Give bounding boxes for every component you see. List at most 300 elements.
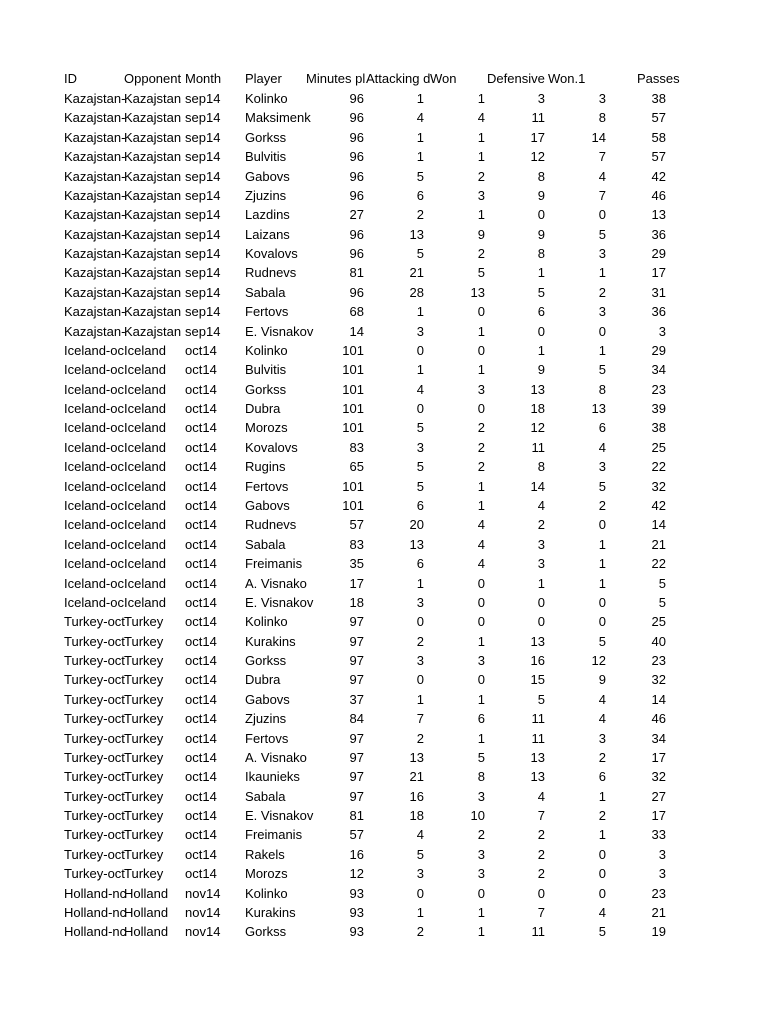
cell-player[interactable]: Rugins [245,459,286,474]
cell-player[interactable]: Zjuzins [245,711,287,726]
cell-won[interactable]: 0 [477,401,485,416]
cell-id[interactable]: Kazajstan- [64,207,126,222]
cell-minutes[interactable]: 18 [349,595,364,610]
cell-won1[interactable]: 7 [598,188,606,203]
cell-player[interactable]: Kurakins [245,905,296,920]
cell-won1[interactable]: 8 [598,110,606,125]
cell-attacking[interactable]: 3 [416,324,424,339]
cell-won1[interactable]: 0 [598,324,606,339]
cell-opponent[interactable]: Kazajstan [124,130,182,145]
cell-won[interactable]: 1 [477,498,485,513]
cell-minutes[interactable]: 101 [342,401,364,416]
cell-id[interactable]: Turkey-oct [64,827,125,842]
cell-attacking[interactable]: 3 [416,440,424,455]
cell-won1[interactable]: 4 [598,711,606,726]
cell-defensive[interactable]: 11 [531,440,545,455]
cell-won[interactable]: 1 [477,324,485,339]
cell-won1[interactable]: 5 [598,479,606,494]
cell-won1[interactable]: 4 [598,169,606,184]
cell-passes[interactable]: 21 [651,537,666,552]
cell-won[interactable]: 1 [477,91,485,106]
cell-opponent[interactable]: Kazajstan [124,207,182,222]
cell-minutes[interactable]: 68 [349,304,364,319]
cell-opponent[interactable]: Kazajstan [124,227,182,242]
cell-id[interactable]: Iceland-oc [64,517,124,532]
cell-passes[interactable]: 5 [658,595,666,610]
cell-opponent[interactable]: Iceland [124,382,166,397]
cell-minutes[interactable]: 97 [349,672,364,687]
cell-defensive[interactable]: 15 [530,672,545,687]
cell-passes[interactable]: 22 [651,556,666,571]
cell-id[interactable]: Turkey-oct [64,731,125,746]
cell-won[interactable]: 8 [477,769,485,784]
cell-player[interactable]: Morozs [245,420,288,435]
cell-attacking[interactable]: 1 [416,692,424,707]
cell-attacking[interactable]: 0 [416,401,424,416]
cell-defensive[interactable]: 7 [537,905,545,920]
cell-won1[interactable]: 1 [598,265,606,280]
cell-defensive[interactable]: 12 [530,149,545,164]
cell-defensive[interactable]: 3 [537,556,545,571]
cell-opponent[interactable]: Kazajstan [124,188,182,203]
cell-player[interactable]: Gabovs [245,692,290,707]
cell-opponent[interactable]: Iceland [124,537,166,552]
cell-passes[interactable]: 3 [658,324,666,339]
cell-won[interactable]: 1 [477,731,485,746]
cell-player[interactable]: Gabovs [245,169,290,184]
cell-passes[interactable]: 29 [651,246,666,261]
cell-month[interactable]: oct14 [185,866,217,881]
cell-passes[interactable]: 3 [658,866,666,881]
cell-month[interactable]: sep14 [185,227,221,242]
cell-month[interactable]: sep14 [185,110,221,125]
cell-id[interactable]: Kazajstan- [64,265,126,280]
cell-passes[interactable]: 32 [651,672,666,687]
cell-defensive[interactable]: 9 [537,362,545,377]
cell-won1[interactable]: 4 [598,905,606,920]
cell-defensive[interactable]: 9 [537,188,545,203]
cell-passes[interactable]: 34 [651,731,666,746]
cell-attacking[interactable]: 5 [416,479,424,494]
cell-month[interactable]: sep14 [185,246,221,261]
cell-won1[interactable]: 1 [598,556,606,571]
cell-won[interactable]: 4 [477,556,485,571]
cell-opponent[interactable]: Turkey [124,808,164,823]
cell-defensive[interactable]: 11 [531,110,545,125]
cell-defensive[interactable]: 1 [537,343,545,358]
cell-month[interactable]: oct14 [185,789,217,804]
cell-won1[interactable]: 12 [591,653,606,668]
cell-minutes[interactable]: 12 [349,866,364,881]
cell-month[interactable]: oct14 [185,808,217,823]
cell-player[interactable]: Dubra [245,672,281,687]
cell-defensive[interactable]: 6 [537,304,545,319]
cell-minutes[interactable]: 57 [349,827,364,842]
cell-month[interactable]: oct14 [185,343,217,358]
cell-won1[interactable]: 8 [598,382,606,397]
cell-won[interactable]: 0 [477,595,485,610]
cell-player[interactable]: Fertovs [245,479,289,494]
cell-minutes[interactable]: 97 [349,653,364,668]
header-opponent[interactable]: Opponent [124,71,182,86]
cell-passes[interactable]: 27 [651,789,666,804]
cell-passes[interactable]: 57 [651,110,666,125]
cell-passes[interactable]: 21 [651,905,666,920]
cell-defensive[interactable]: 0 [537,595,545,610]
cell-opponent[interactable]: Iceland [124,576,166,591]
cell-won[interactable]: 2 [477,459,485,474]
cell-defensive[interactable]: 11 [531,731,545,746]
cell-passes[interactable]: 5 [658,576,666,591]
cell-won[interactable]: 0 [477,886,485,901]
cell-opponent[interactable]: Iceland [124,440,166,455]
cell-id[interactable]: Iceland-oc [64,343,124,358]
cell-player[interactable]: Fertovs [245,731,289,746]
cell-won1[interactable]: 1 [598,537,606,552]
cell-opponent[interactable]: Kazajstan [124,110,182,125]
cell-attacking[interactable]: 0 [416,343,424,358]
cell-passes[interactable]: 23 [651,653,666,668]
cell-month[interactable]: oct14 [185,576,217,591]
cell-passes[interactable]: 31 [651,285,666,300]
cell-minutes[interactable]: 96 [349,188,364,203]
cell-minutes[interactable]: 96 [349,285,364,300]
cell-won1[interactable]: 0 [598,866,606,881]
cell-id[interactable]: Kazajstan- [64,169,126,184]
cell-won[interactable]: 0 [477,343,485,358]
cell-won1[interactable]: 0 [598,847,606,862]
cell-opponent[interactable]: Turkey [124,769,164,784]
cell-passes[interactable]: 23 [651,886,666,901]
cell-month[interactable]: sep14 [185,265,221,280]
cell-won[interactable]: 4 [477,110,485,125]
cell-won1[interactable]: 0 [598,517,606,532]
cell-player[interactable]: Ikaunieks [245,769,300,784]
cell-id[interactable]: Turkey-oct [64,847,125,862]
cell-attacking[interactable]: 2 [416,634,424,649]
cell-won[interactable]: 4 [477,537,485,552]
cell-won1[interactable]: 5 [598,362,606,377]
cell-month[interactable]: nov14 [185,905,221,920]
cell-month[interactable]: oct14 [185,420,217,435]
cell-opponent[interactable]: Holland [124,886,169,901]
cell-won1[interactable]: 1 [598,827,606,842]
cell-player[interactable]: Kolinko [245,614,288,629]
cell-player[interactable]: Sabala [245,285,286,300]
cell-passes[interactable]: 17 [651,265,666,280]
cell-passes[interactable]: 46 [651,188,666,203]
cell-passes[interactable]: 13 [651,207,666,222]
cell-passes[interactable]: 3 [658,847,666,862]
cell-attacking[interactable]: 5 [416,847,424,862]
cell-attacking[interactable]: 6 [416,188,424,203]
cell-player[interactable]: Zjuzins [245,188,287,203]
cell-attacking[interactable]: 2 [416,731,424,746]
cell-opponent[interactable]: Kazajstan [124,304,182,319]
cell-passes[interactable]: 23 [651,382,666,397]
cell-month[interactable]: sep14 [185,149,221,164]
cell-won1[interactable]: 4 [598,440,606,455]
header-minutes[interactable]: Minutes pl [306,71,366,86]
cell-opponent[interactable]: Turkey [124,653,164,668]
cell-minutes[interactable]: 93 [349,924,364,939]
cell-attacking[interactable]: 2 [416,924,424,939]
cell-won1[interactable]: 3 [598,91,606,106]
cell-minutes[interactable]: 83 [349,537,364,552]
cell-defensive[interactable]: 13 [530,634,545,649]
cell-won[interactable]: 1 [477,924,485,939]
cell-player[interactable]: Gabovs [245,498,290,513]
cell-month[interactable]: oct14 [185,537,217,552]
cell-minutes[interactable]: 96 [349,110,364,125]
cell-month[interactable]: nov14 [185,924,221,939]
cell-won[interactable]: 0 [477,672,485,687]
cell-id[interactable]: Iceland-oc [64,440,124,455]
cell-passes[interactable]: 14 [651,517,666,532]
cell-opponent[interactable]: Kazajstan [124,246,182,261]
cell-minutes[interactable]: 93 [349,886,364,901]
cell-minutes[interactable]: 81 [349,808,364,823]
cell-opponent[interactable]: Turkey [124,672,164,687]
cell-attacking[interactable]: 4 [416,382,424,397]
cell-player[interactable]: Kolinko [245,886,288,901]
cell-defensive[interactable]: 0 [537,614,545,629]
cell-defensive[interactable]: 8 [537,169,545,184]
cell-id[interactable]: Turkey-oct [64,614,125,629]
cell-passes[interactable]: 25 [651,614,666,629]
cell-month[interactable]: oct14 [185,672,217,687]
cell-minutes[interactable]: 96 [349,169,364,184]
cell-passes[interactable]: 57 [651,149,666,164]
cell-attacking[interactable]: 5 [416,420,424,435]
cell-opponent[interactable]: Turkey [124,731,164,746]
cell-id[interactable]: Iceland-oc [64,362,124,377]
cell-passes[interactable]: 32 [651,769,666,784]
cell-passes[interactable]: 58 [651,130,666,145]
cell-won1[interactable]: 0 [598,207,606,222]
cell-passes[interactable]: 38 [651,420,666,435]
cell-passes[interactable]: 19 [651,924,666,939]
cell-month[interactable]: sep14 [185,285,221,300]
cell-month[interactable]: oct14 [185,382,217,397]
cell-attacking[interactable]: 1 [416,905,424,920]
cell-opponent[interactable]: Iceland [124,595,166,610]
cell-opponent[interactable]: Turkey [124,827,164,842]
cell-minutes[interactable]: 96 [349,130,364,145]
cell-opponent[interactable]: Iceland [124,420,166,435]
cell-passes[interactable]: 42 [651,498,666,513]
cell-opponent[interactable]: Iceland [124,479,166,494]
cell-attacking[interactable]: 5 [416,169,424,184]
cell-opponent[interactable]: Iceland [124,343,166,358]
cell-minutes[interactable]: 97 [349,789,364,804]
cell-minutes[interactable]: 101 [342,343,364,358]
cell-defensive[interactable]: 7 [537,808,545,823]
cell-attacking[interactable]: 3 [416,595,424,610]
cell-attacking[interactable]: 5 [416,246,424,261]
cell-won1[interactable]: 1 [598,576,606,591]
cell-month[interactable]: nov14 [185,886,221,901]
cell-opponent[interactable]: Iceland [124,498,166,513]
cell-attacking[interactable]: 6 [416,498,424,513]
cell-minutes[interactable]: 97 [349,614,364,629]
cell-won1[interactable]: 2 [598,498,606,513]
cell-id[interactable]: Kazajstan- [64,91,126,106]
header-won[interactable]: Won [430,71,457,86]
cell-won[interactable]: 1 [477,130,485,145]
cell-player[interactable]: Gorkss [245,382,287,397]
cell-defensive[interactable]: 18 [530,401,545,416]
cell-won[interactable]: 3 [477,866,485,881]
cell-won1[interactable]: 3 [598,731,606,746]
cell-passes[interactable]: 34 [651,362,666,377]
cell-minutes[interactable]: 97 [349,769,364,784]
cell-defensive[interactable]: 0 [537,207,545,222]
cell-minutes[interactable]: 57 [349,517,364,532]
cell-won1[interactable]: 1 [598,789,606,804]
cell-minutes[interactable]: 35 [349,556,364,571]
cell-month[interactable]: sep14 [185,169,221,184]
cell-won[interactable]: 9 [477,227,485,242]
cell-id[interactable]: Turkey-oct [64,711,125,726]
cell-won[interactable]: 3 [477,188,485,203]
cell-attacking[interactable]: 18 [409,808,424,823]
cell-opponent[interactable]: Turkey [124,614,164,629]
cell-opponent[interactable]: Turkey [124,634,164,649]
cell-minutes[interactable]: 101 [342,362,364,377]
cell-passes[interactable]: 22 [651,459,666,474]
cell-id[interactable]: Iceland-oc [64,420,124,435]
cell-won[interactable]: 0 [477,614,485,629]
cell-id[interactable]: Holland-nc [64,905,127,920]
cell-won[interactable]: 0 [477,304,485,319]
cell-won[interactable]: 2 [477,827,485,842]
cell-defensive[interactable]: 4 [537,789,545,804]
cell-id[interactable]: Kazajstan- [64,110,126,125]
cell-won[interactable]: 3 [477,382,485,397]
cell-id[interactable]: Iceland-oc [64,556,124,571]
cell-player[interactable]: Rudnevs [245,265,297,280]
cell-won1[interactable]: 3 [598,304,606,319]
cell-player[interactable]: Gorkss [245,653,287,668]
cell-minutes[interactable]: 96 [349,227,364,242]
cell-attacking[interactable]: 7 [416,711,424,726]
cell-opponent[interactable]: Turkey [124,692,164,707]
cell-minutes[interactable]: 97 [349,750,364,765]
cell-month[interactable]: oct14 [185,459,217,474]
cell-won[interactable]: 1 [477,692,485,707]
cell-defensive[interactable]: 1 [537,265,545,280]
cell-attacking[interactable]: 1 [416,149,424,164]
cell-player[interactable]: E. Visnakov [245,595,314,610]
cell-minutes[interactable]: 37 [349,692,364,707]
cell-id[interactable]: Iceland-oc [64,498,124,513]
cell-player[interactable]: Bulvitis [245,362,287,377]
cell-won[interactable]: 3 [477,653,485,668]
cell-won[interactable]: 10 [470,808,485,823]
cell-passes[interactable]: 39 [651,401,666,416]
cell-passes[interactable]: 36 [651,227,666,242]
cell-defensive[interactable]: 0 [537,886,545,901]
cell-won[interactable]: 2 [477,420,485,435]
cell-attacking[interactable]: 0 [416,672,424,687]
cell-player[interactable]: Sabala [245,789,286,804]
cell-won1[interactable]: 0 [598,886,606,901]
cell-id[interactable]: Turkey-oct [64,866,125,881]
header-month[interactable]: Month [185,71,222,86]
cell-opponent[interactable]: Turkey [124,866,164,881]
cell-won[interactable]: 1 [477,634,485,649]
cell-month[interactable]: oct14 [185,595,217,610]
cell-player[interactable]: Rakels [245,847,285,862]
cell-opponent[interactable]: Iceland [124,401,166,416]
cell-player[interactable]: Morozs [245,866,288,881]
cell-attacking[interactable]: 0 [416,886,424,901]
cell-defensive[interactable]: 11 [531,924,545,939]
cell-id[interactable]: Holland-nc [64,924,127,939]
cell-won[interactable]: 3 [477,789,485,804]
cell-attacking[interactable]: 13 [409,537,424,552]
cell-won1[interactable]: 5 [598,634,606,649]
cell-passes[interactable]: 38 [651,91,666,106]
cell-defensive[interactable]: 4 [537,498,545,513]
cell-month[interactable]: oct14 [185,556,217,571]
header-won1[interactable]: Won.1 [548,71,586,86]
cell-won1[interactable]: 3 [598,246,606,261]
cell-minutes[interactable]: 97 [349,731,364,746]
cell-id[interactable]: Turkey-oct [64,672,125,687]
cell-defensive[interactable]: 11 [531,711,545,726]
cell-id[interactable]: Iceland-oc [64,595,124,610]
cell-won1[interactable]: 14 [591,130,606,145]
cell-month[interactable]: oct14 [185,827,217,842]
cell-won[interactable]: 1 [477,479,485,494]
cell-won[interactable]: 1 [477,149,485,164]
cell-defensive[interactable]: 8 [537,459,545,474]
cell-month[interactable]: oct14 [185,847,217,862]
cell-won1[interactable]: 2 [598,750,606,765]
cell-passes[interactable]: 46 [651,711,666,726]
cell-month[interactable]: oct14 [185,711,217,726]
cell-month[interactable]: sep14 [185,130,221,145]
header-defensive[interactable]: Defensive [487,71,545,86]
cell-id[interactable]: Iceland-oc [64,382,124,397]
cell-won1[interactable]: 3 [598,459,606,474]
cell-id[interactable]: Iceland-oc [64,576,124,591]
cell-player[interactable]: Sabala [245,537,286,552]
cell-won1[interactable]: 6 [598,769,606,784]
cell-id[interactable]: Kazajstan- [64,130,126,145]
cell-attacking[interactable]: 3 [416,866,424,881]
cell-player[interactable]: Kovalovs [245,440,298,455]
cell-id[interactable]: Kazajstan- [64,246,126,261]
cell-player[interactable]: Kolinko [245,91,288,106]
cell-attacking[interactable]: 1 [416,130,424,145]
cell-minutes[interactable]: 101 [342,498,364,513]
cell-defensive[interactable]: 5 [537,692,545,707]
cell-won[interactable]: 5 [477,750,485,765]
header-player[interactable]: Player [245,71,282,86]
cell-passes[interactable]: 25 [651,440,666,455]
cell-defensive[interactable]: 5 [537,285,545,300]
cell-passes[interactable]: 40 [651,634,666,649]
cell-month[interactable]: oct14 [185,362,217,377]
cell-won[interactable]: 13 [470,285,485,300]
cell-defensive[interactable]: 12 [530,420,545,435]
cell-won[interactable]: 2 [477,440,485,455]
cell-month[interactable]: sep14 [185,304,221,319]
cell-opponent[interactable]: Kazajstan [124,324,182,339]
